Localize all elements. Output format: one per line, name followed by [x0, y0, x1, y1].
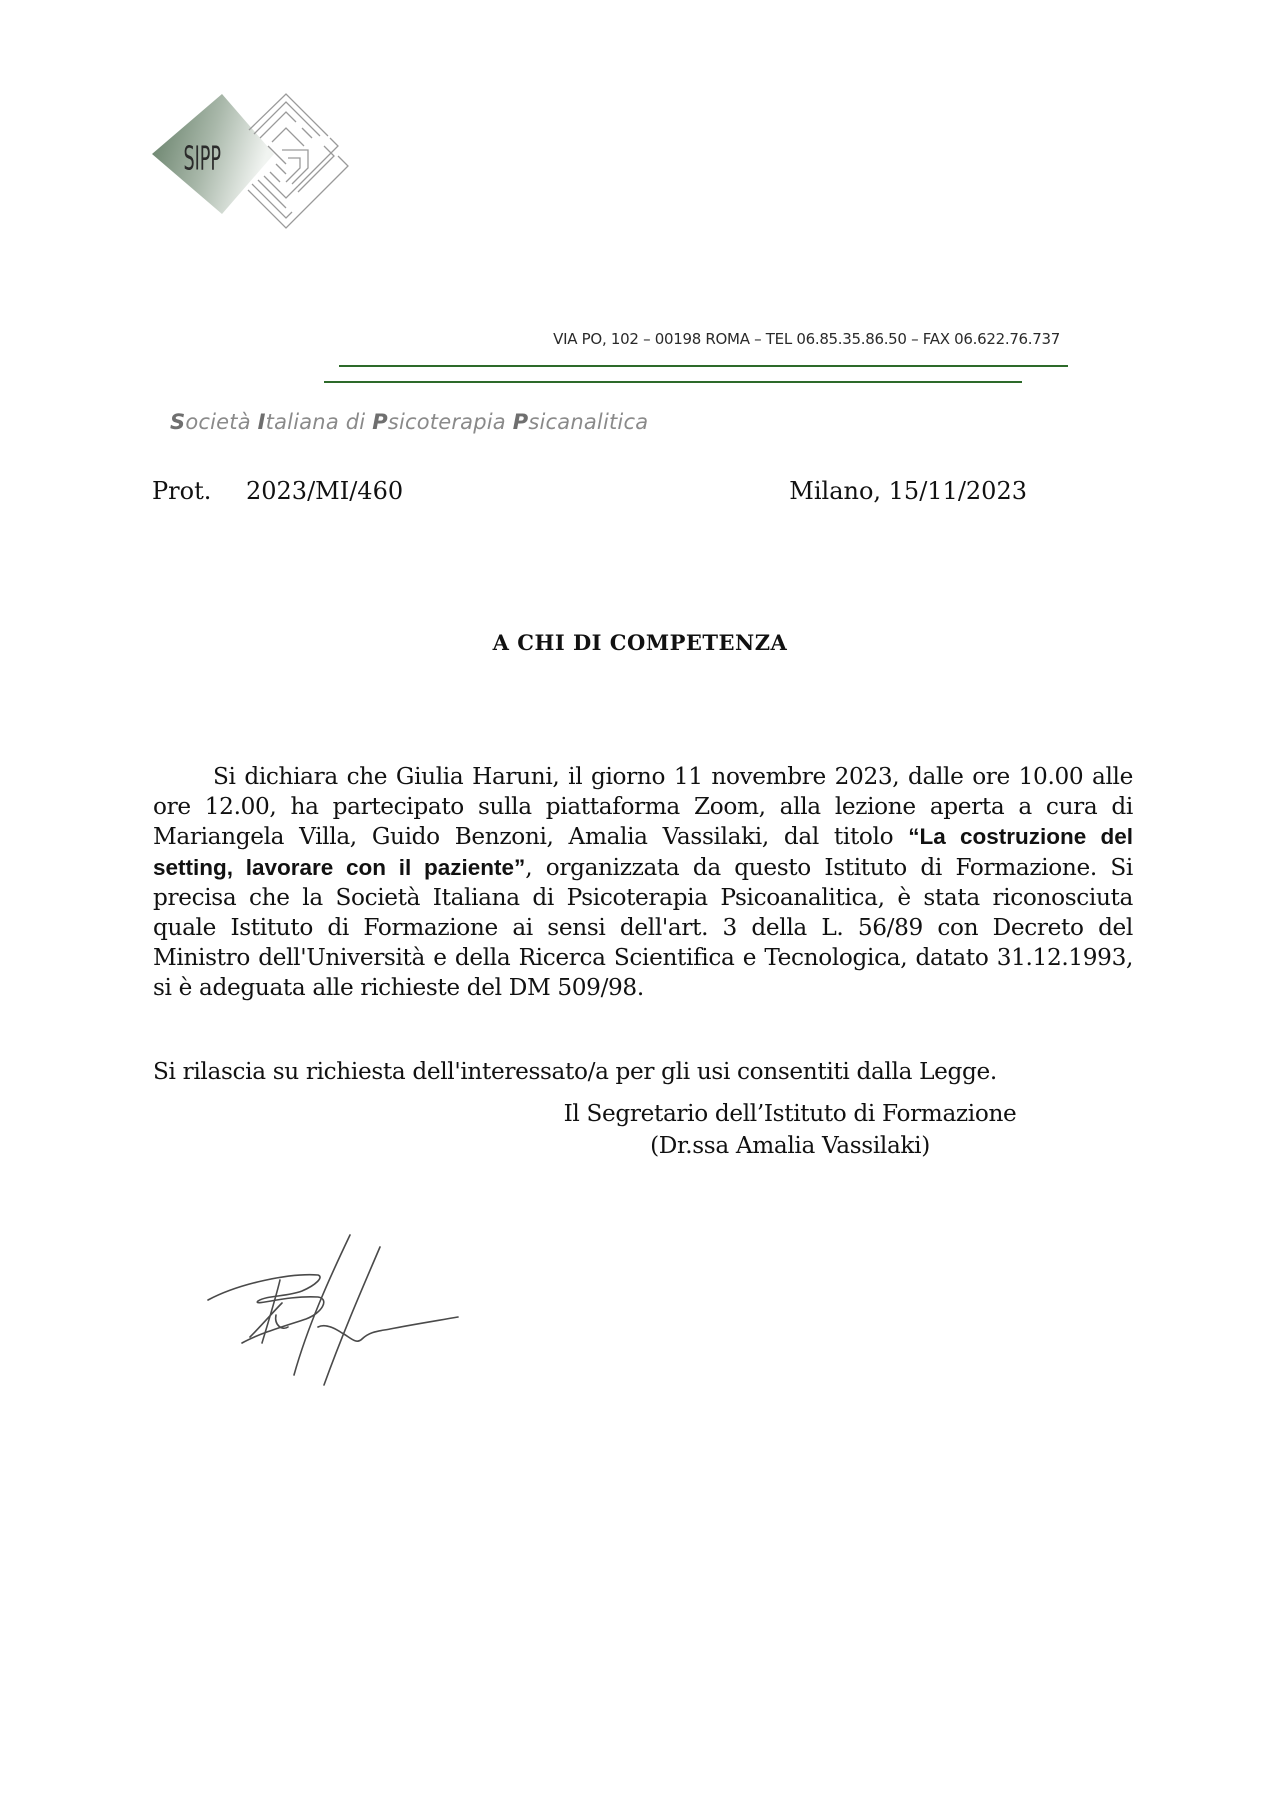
sipp-logo-icon: [152, 72, 352, 242]
declaration-continuation: , organizzata da questo Istituto di Formazione. Si precisa che la Società Italiana di Psicoterapia Psicoanalitica, è stata riconosciuta quale Istituto di Formazione ai sensi dell'art. 3 della L. 56/89 con Decreto del Ministro dell'Università e della Ricerca Scientifica e Tecnologica, datato 31.12.1993, si è adeguata alle richieste del DM 509/98.: [153, 853, 1133, 1002]
handwritten-signature-icon: [190, 1225, 490, 1395]
letterhead-address: VIA PO, 102 – 00198 ROMA – TEL 06.85.35.86.50 – FAX 06.622.76.737: [553, 330, 1060, 348]
release-statement: Si rilascia su richiesta dell'interessato/a per gli usi consentiti dalla Legge.: [153, 1058, 997, 1085]
declaration-body: [153, 762, 1133, 1004]
protocol-number: 2023/MI/460: [246, 477, 404, 505]
society-initial: P: [512, 410, 529, 434]
society-initial: I: [257, 410, 266, 434]
document-heading: A CHI DI COMPETENZA: [492, 630, 788, 655]
society-word: sicoterapia: [387, 410, 513, 434]
society-word: ocietà: [185, 410, 258, 434]
society-initial: P: [372, 410, 388, 434]
declaration-intro: Si dichiara che Giulia Haruni, il giorno 11 novembre 2023, dalle ore 10.00 alle ore 12.00, ha partecipato sulla piattaforma Zoom, alla lezione aperta a cura di Mariangela Villa, Guido Benzoni, Amalia Vassilaki, dal titolo: [153, 763, 1133, 851]
signatory-role: Il Segretario dell’Istituto di Formazione: [563, 1100, 1017, 1127]
letterhead-rule-top: [339, 365, 1068, 367]
logo-text: SIPP: [183, 140, 221, 178]
place-date: Milano, 15/11/2023: [789, 477, 1027, 505]
society-word: sicanalitica: [528, 410, 649, 434]
society-initial: S: [170, 410, 186, 434]
declaration-paragraph: [153, 762, 1133, 1004]
letterhead-rule-bottom: [324, 381, 1022, 383]
society-word: taliana di: [265, 410, 373, 434]
signatory-block: [520, 1098, 1060, 1162]
protocol-label: Prot.: [152, 477, 212, 505]
course-title: “La costruzione del setting, lavorare con il paziente”: [153, 824, 1133, 880]
signatory-name: (Dr.ssa Amalia Vassilaki): [650, 1132, 930, 1159]
protocol-row: [152, 477, 1027, 505]
society-name: [170, 410, 648, 434]
